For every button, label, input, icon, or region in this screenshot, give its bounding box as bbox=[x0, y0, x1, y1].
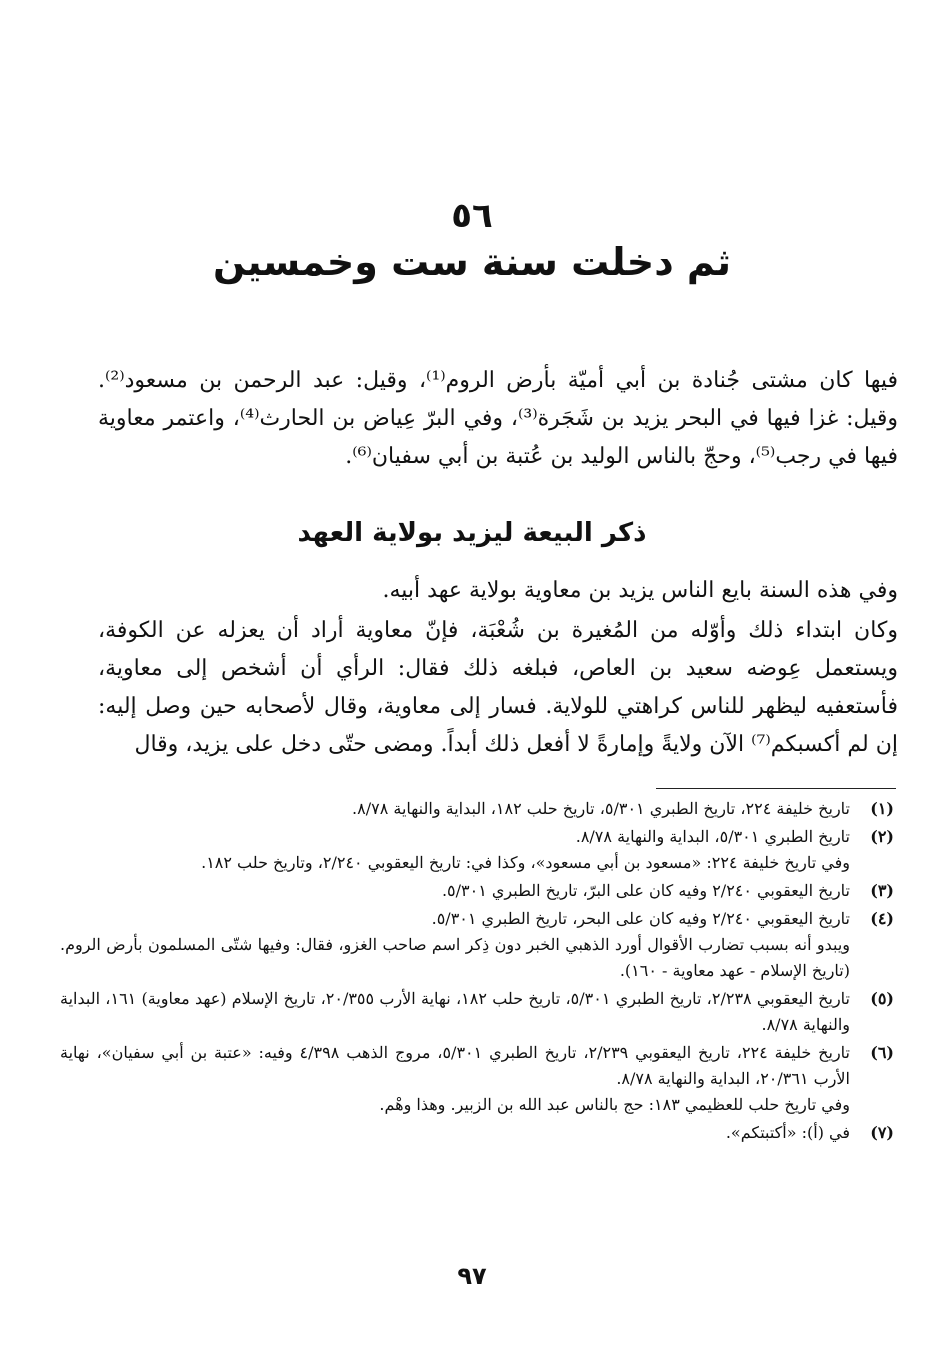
footnote-line: وفي تاريخ خليفة ٢٢٤: «مسعود بن أبي مسعود»، وكذا في: تاريخ اليعقوبي ٢/٢٤٠، وتاريخ حلب ١٨٢. bbox=[201, 853, 850, 872]
footnote-text bbox=[60, 986, 850, 1038]
intro-paragraph: فيها كان مشتى جُنادة بن أبي أميّة بأرض الروم⁽¹⁾، وقيل: عبد الرحمن بن مسعود⁽²⁾. وقيل: غزا فيها في البحر يزيد بن شَجَرة⁽³⁾، وفي البرّ عِياض بن الحارث⁽⁴⁾، واعتمر معاوية فيها في رجب⁽⁵⁾، وحجّ بالناس الوليد بن عُتبة بن أبي سفيان⁽⁶⁾. bbox=[98, 368, 898, 469]
footnote-number: (٧) bbox=[870, 1123, 894, 1142]
section-paragraph-2: وكان ابتداء ذلك وأوّله من المُغيرة بن شُعْبَة، فإنّ معاوية أراد أن يعزله عن الكوفة، ويستعمل عِوضه سعيد بن العاص، فبلغه ذلك فقال: الرأي أن أشخص إلى معاوية، فأستعفيه ليظهر للناس كراهتي للولاية. فسار إلى معاوية، وقال لأصحابه حين وصل إليه: إن لم أكسبكم⁽⁷⁾ الآن ولايةً وإمارةً لا أفعل ذلك أبداً. ومضى حتّى دخل على يزيد، وقال bbox=[98, 618, 898, 757]
footnote-number: (٣) bbox=[870, 881, 894, 900]
year-number: ٥٦ bbox=[451, 196, 493, 236]
footnote-number: (٥) bbox=[870, 989, 894, 1008]
footnote-line: تاريخ الطبري ٥/٣٠١، البداية والنهاية ٨/٧٨. bbox=[575, 827, 850, 846]
footnote-line: تاريخ اليعقوبي ٢/٢٤٠ وفيه كان على البحر، تاريخ الطبري ٥/٣٠١. bbox=[431, 909, 850, 928]
footnote-text bbox=[60, 906, 850, 984]
footnote-number: (٢) bbox=[870, 827, 894, 846]
footnote-text bbox=[60, 1040, 850, 1118]
footnote-item bbox=[60, 906, 894, 984]
footnote-item bbox=[60, 1120, 894, 1146]
footnote-text bbox=[60, 824, 850, 876]
footnote-item bbox=[60, 878, 894, 904]
footnote-item bbox=[60, 824, 894, 876]
footnote-item bbox=[60, 796, 894, 822]
footnote-line: وفي تاريخ حلب للعظيمي ١٨٣: حج بالناس عبد الله بن الزبير. وهذا وهْم. bbox=[379, 1095, 850, 1114]
footnote-text bbox=[60, 1120, 850, 1146]
footnote-line: في (أ): «أكتبتكم». bbox=[725, 1123, 850, 1142]
footnote-text bbox=[60, 796, 850, 822]
footnote-line: تاريخ خليفة ٢٢٤، تاريخ اليعقوبي ٢/٢٣٩، تاريخ الطبري ٥/٣٠١، مروج الذهب ٤/٣٩٨ وفيه: «عتبة بن أبي سفيان»، نهاية الأرب ٢٠/٣٦١، البداية والنهاية ٨/٧٨. bbox=[60, 1043, 851, 1088]
chapter-title: ثم دخلت سنة ست وخمسين bbox=[213, 240, 731, 284]
footnote-line: ويبدو أنه بسبب تضارب الأقوال أورد الذهبي الخبر دون ذِكر اسم صاحب الغزو، فقال: وفيها شتّى المسلمون بأرض الروم. (تاريخ الإسلام - عهد معاوية - ١٦٠). bbox=[60, 935, 851, 980]
footnote-separator bbox=[656, 788, 896, 789]
footnote-number: (١) bbox=[870, 799, 894, 818]
section-heading: ذكر البيعة ليزيد بولاية العهد bbox=[297, 518, 647, 548]
page-number: ٩٧ bbox=[457, 1262, 487, 1290]
footnote-line: تاريخ اليعقوبي ٢/٢٤٠ وفيه كان على البرّ، تاريخ الطبري ٥/٣٠١. bbox=[441, 881, 850, 900]
footnote-item bbox=[60, 986, 894, 1038]
footnote-line: تاريخ خليفة ٢٢٤، تاريخ الطبري ٥/٣٠١، تاريخ حلب ١٨٢، البداية والنهاية ٨/٧٨. bbox=[352, 799, 850, 818]
footnote-line: تاريخ اليعقوبي ٢/٢٣٨، تاريخ الطبري ٥/٣٠١، تاريخ حلب ١٨٢، نهاية الأرب ٢٠/٣٥٥، تاريخ الإسلام (عهد معاوية) ١٦١، البداية والنهاية ٨/٧٨. bbox=[60, 989, 851, 1034]
footnotes-list bbox=[60, 796, 894, 1148]
footnote-item bbox=[60, 1040, 894, 1118]
section-paragraph-1: وفي هذه السنة بايع الناس يزيد بن معاوية بولاية عهد أبيه. bbox=[382, 578, 898, 603]
footnote-number: (٤) bbox=[870, 909, 894, 928]
footnote-text bbox=[60, 878, 850, 904]
footnote-number: (٦) bbox=[870, 1043, 894, 1062]
